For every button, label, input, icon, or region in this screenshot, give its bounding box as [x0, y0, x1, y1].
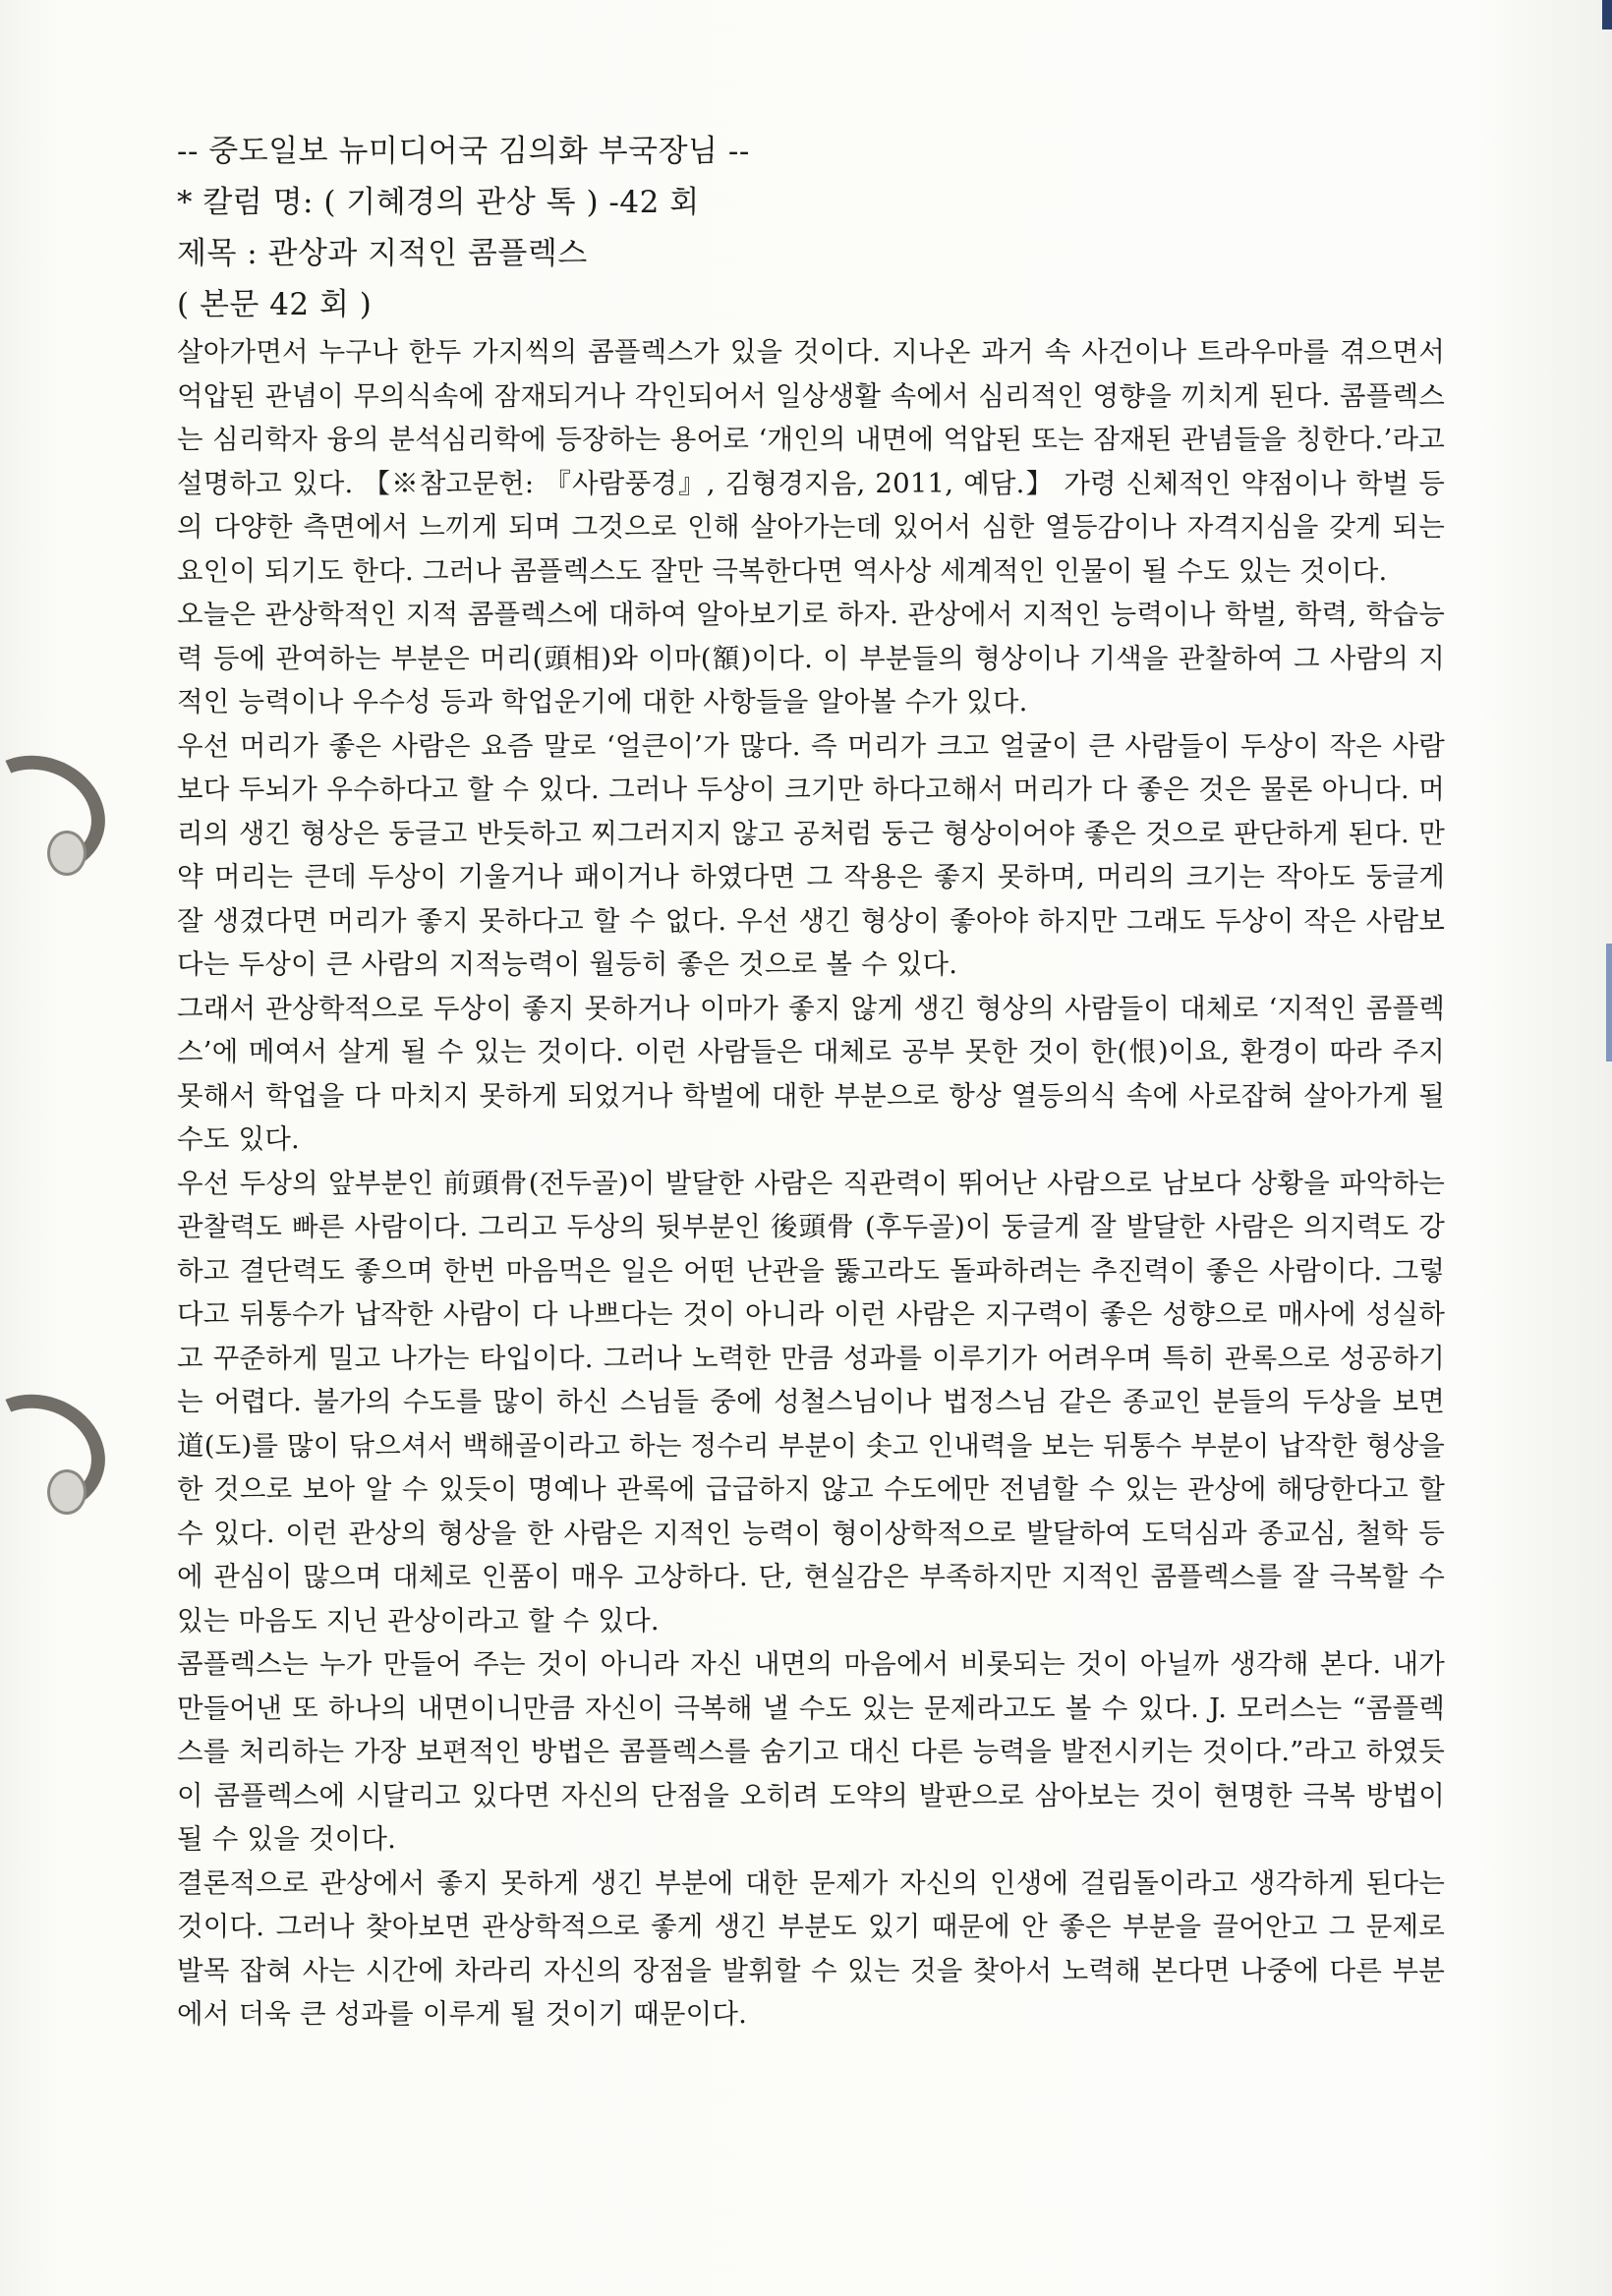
author-line: -- 중도일보 뉴미디어국 김의화 부국장님 --: [177, 134, 750, 169]
paragraph: 그래서 관상학적으로 두상이 좋지 못하거나 이마가 좋지 않게 생긴 형상의 사람들이 대체로 ‘지적인 콤플렉스’에 메여서 살게 될 수 있는 것이다. 이런 사람들은 대체로 공부 못한 것이 한(恨)이요, 환경이 따라 주지 못해서 학업을 다 마치지 못하게 되었거나 학벌에 대한 부분으로 항상 열등의식 속에 사로잡혀 살아가게 될 수도 있다.: [177, 992, 1445, 1155]
episode-line: ( 본문 42 회 ): [177, 287, 373, 322]
page-edge-mark: [1606, 944, 1612, 1062]
paragraph: 결론적으로 관상에서 좋지 못하게 생긴 부분에 대한 문제가 자신의 인생에 걸림돌이라고 생각하게 된다는 것이다. 그러나 찾아보면 관상학적으로 좋게 생긴 부분도 있기 때문에 안 좋은 부분을 끌어안고 그 문제로 발목 잡혀 사는 시간에 차라리 자신의 장점을 발휘할 수 있는 것을 찾아서 노력해 본다면 나중에 다른 부분에서 더욱 큰 성과를 이루게 될 것이기 때문이다.: [177, 1866, 1445, 2030]
paragraph: 콤플렉스는 누가 만들어 주는 것이 아니라 자신 내면의 마음에서 비롯되는 것이 아닐까 생각해 본다. 내가 만들어낸 또 하나의 내면이니만큼 자신이 극복해 낼 수도 있는 문제라고도 볼 수 있다. J. 모러스는 “콤플렉스를 처리하는 가장 보편적인 방법은 콤플렉스를 숨기고 대신 다른 능력을 발전시키는 것이다.”라고 하였듯이 콤플렉스에 시달리고 있다면 자신의 단점을 오히려 도약의 발판으로 삼아보는 것이 현명한 극복 방법이 될 수 있을 것이다.: [177, 1648, 1445, 1855]
paragraph: 우선 머리가 좋은 사람은 요즘 말로 ‘얼큰이’가 많다. 즉 머리가 크고 얼굴이 큰 사람들이 두상이 작은 사람보다 두뇌가 우수하다고 할 수 있다. 그러나 두상이 크기만 하다고해서 머리가 다 좋은 것은 물론 아니다. 머리의 생긴 형상은 둥글고 반듯하고 찌그러지지 않고 공처럼 둥근 형상이어야 좋은 것으로 판단하게 된다. 만약 머리는 큰데 두상이 기울거나 패이거나 하였다면 그 작용은 좋지 못하며, 머리의 크기는 작아도 둥글게 잘 생겼다면 머리가 좋지 못하다고 할 수 없다. 우선 생긴 형상이 좋아야 하지만 그래도 두상이 작은 사람보다는 두상이 큰 사람의 지적능력이 월등히 좋은 것으로 볼 수 있다.: [177, 729, 1445, 980]
paragraph: 우선 두상의 앞부분인 前頭骨(전두골)이 발달한 사람은 직관력이 뛰어난 사람으로 남보다 상황을 파악하는 관찰력도 빠른 사람이다. 그리고 두상의 뒷부분인 後頭骨 (후두골)이 둥글게 잘 발달한 사람은 의지력도 강하고 결단력도 좋으며 한번 마음먹은 일은 어떤 난관을 뚫고라도 돌파하려는 추진력이 좋은 사람이다. 그렇다고 뒤통수가 납작한 사람이 다 나쁘다는 것이 아니라 이런 사람은 지구력이 좋은 성향으로 매사에 성실하고 꾸준하게 밀고 나가는 타입이다. 그러나 노력한 만큼 성과를 이루기가 어려우며 특히 관록으로 성공하기는 어렵다. 불가의 수도를 많이 하신 스님들 중에 성철스님이나 법정스님 같은 종교인 분들의 두상을 보면 道(도)를 많이 닦으셔서 백해골이라고 하는 정수리 부분이 솟고 인내력을 보는 뒤통수 부분이 납작한 형상을 한 것으로 보아 알 수 있듯이 명예나 관록에 급급하지 않고 수도에만 전념할 수 있는 관상에 해당한다고 할 수 있다. 이런 관상의 형상을 한 사람은 지적인 능력이 형이상학적으로 발달하여 도덕심과 종교심, 철학 등에 관심이 많으며 대체로 인품이 매우 고상하다. 단, 현실감은 부족하지만 지적인 콤플렉스를 잘 극복할 수 있는 마음도 지닌 관상이라고 할 수 있다.: [177, 1167, 1445, 1636]
article-body: [177, 330, 1445, 2037]
punch-hole: [47, 831, 86, 876]
title-line: 제목 : 관상과 지적인 콤플렉스: [177, 236, 588, 271]
punch-hole: [47, 1469, 86, 1515]
paragraph: 살아가면서 누구나 한두 가지씩의 콤플렉스가 있을 것이다. 지나온 과거 속 사건이나 트라우마를 겪으면서 억압된 관념이 무의식속에 잠재되거나 각인되어서 일상생활 속에서 심리적인 영향을 끼치게 된다. 콤플렉스는 심리학자 융의 분석심리학에 등장하는 용어로 ‘개인의 내면에 억압된 또는 잠재된 관념들을 칭한다.’라고 설명하고 있다. 【※참고문헌: 『사람풍경』, 김형경지음, 2011, 예담.】 가령 신체적인 약점이나 학벌 등의 다양한 측면에서 느끼게 되며 그것으로 인해 살아가는데 있어서 심한 열등감이나 자격지심을 갖게 되는 요인이 되기도 한다. 그러나 콤플렉스도 잘만 극복한다면 역사상 세계적인 인물이 될 수도 있는 것이다.: [177, 336, 1445, 587]
document-content: [177, 126, 1445, 2037]
paragraph: 오늘은 관상학적인 지적 콤플렉스에 대하여 알아보기로 하자. 관상에서 지적인 능력이나 학벌, 학력, 학습능력 등에 관여하는 부분은 머리(頭相)와 이마(額)이다. 이 부분들의 형상이나 기색을 관찰하여 그 사람의 지적인 능력이나 우수성 등과 학업운기에 대한 사항들을 알아볼 수가 있다.: [177, 599, 1445, 718]
page-edge-mark: [1602, 0, 1612, 29]
column-name-line: * 칼럼 명: ( 기혜경의 관상 톡 ) -42 회: [177, 185, 700, 220]
